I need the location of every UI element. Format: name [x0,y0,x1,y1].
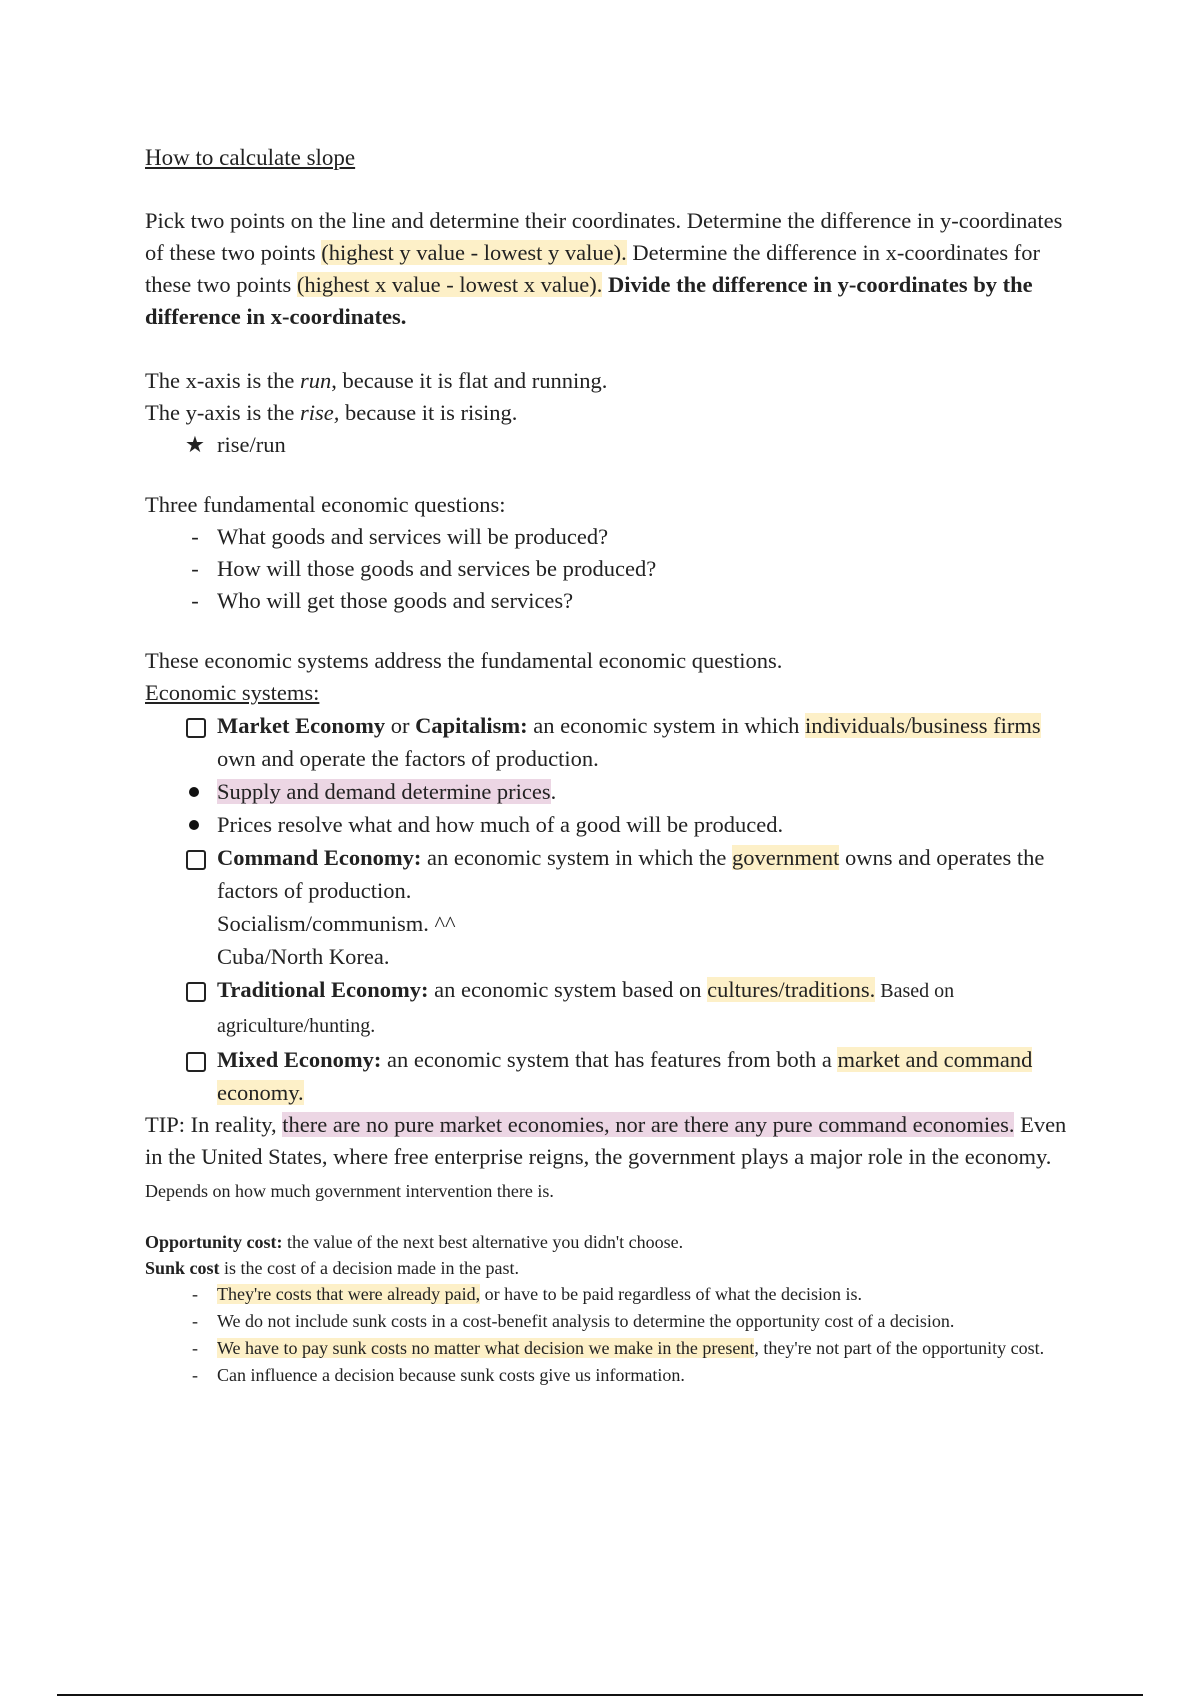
command-term: Command Economy: [217,845,422,870]
supply-demand-highlight: Supply and demand determine prices [217,779,551,804]
bullet-icon [189,787,199,797]
list-item [145,1335,1075,1362]
rise-em: rise, [299,400,340,425]
tip-text-b: Even in the United States, where free enterprise reigns, the government plays a major role in the economy. [145,1112,1067,1169]
question-text: How will those goods and services be produced? [217,556,657,581]
list-item [145,553,1075,585]
mixed-def: an economic system that has features from both a [381,1047,838,1072]
sunk-text-1: or have to be paid regardless of what the decision is. [480,1284,863,1304]
dash-icon: - [192,1284,198,1304]
command-highlight: government [731,845,840,870]
sunk-cost-list [145,1281,1075,1389]
slope-text-1: Pick two points on the line and determine their coordinates. Determine the difference in y-coordinates of these two points [145,208,1063,265]
checkbox-icon[interactable] [186,718,206,738]
prices-text: Prices resolve what and how much of a good will be produced. [217,812,784,837]
capitalism-term: Capitalism: [415,713,528,738]
tip-paragraph [145,1109,1075,1207]
market-def-end: own and operate the factors of production. [217,746,599,771]
market-or: or [385,713,416,738]
slope-text-2: Determine the difference in x-coordinates for these two points [145,240,1040,297]
mixed-term: Mixed Economy: [217,1047,382,1072]
list-item [145,775,1075,808]
dash-icon: - [192,1365,198,1385]
traditional-def: an economic system based on [428,977,708,1002]
sunk-highlight-3: We have to pay sunk costs no matter what decision we make in the present [217,1338,755,1358]
dash-icon: - [191,524,199,549]
list-item [145,808,1075,841]
sunk-def: is the cost of a decision made in the past. [219,1258,519,1278]
tip-highlight: there are no pure market economies, nor are there any pure command economies. [282,1112,1015,1137]
sunk-text-3: , they're not part of the opportunity cost. [754,1338,1045,1358]
dash-icon: - [191,588,199,613]
sunk-text-4: Can influence a decision because sunk costs give us information. [217,1365,685,1385]
command-def-end: owns and operates the factors of production. [217,845,1045,903]
rise-line [145,397,1075,429]
rise-text-b: because it is rising. [339,400,518,425]
tip-text-a: TIP: In reality, [145,1112,283,1137]
run-text-b: , because it is flat and running. [331,368,608,393]
slope-highlight-x: (highest x value - lowest x value). [296,272,603,297]
run-em: run [299,368,332,393]
sunk-term: Sunk cost [145,1258,220,1278]
checkbox-icon[interactable] [186,1052,206,1072]
bottom-divider [57,1694,1143,1696]
list-item-market [145,709,1075,775]
traditional-term: Traditional Economy: [217,977,429,1002]
slope-bold-rule: Divide the difference in y-coordinates by the difference in x-coordinates. [145,272,1033,329]
sunk-text-2: We do not include sunk costs in a cost-benefit analysis to determine the opportunity cost of a decision. [217,1311,955,1331]
tip-small: Depends on how much government intervention there is. [145,1181,554,1201]
sunk-cost-line [145,1255,1075,1281]
systems-heading: Economic systems: [145,680,320,705]
star-item-text: rise/run [217,432,286,457]
star-icon: ★ [184,432,206,457]
list-item [145,1308,1075,1335]
question-text: What goods and services will be produced? [217,524,609,549]
checkbox-icon[interactable] [186,982,206,1002]
systems-intro: These economic systems address the fundamental economic questions. [145,648,783,673]
list-item [145,585,1075,617]
questions-heading: Three fundamental economic questions: [145,492,506,517]
command-def: an economic system in which the [421,845,732,870]
question-text: Who will get those goods and services? [217,588,574,613]
slope-paragraph [145,205,1075,333]
period: . [550,779,557,804]
list-item-command [145,841,1075,973]
list-item-traditional [145,973,1075,1043]
traditional-highlight: cultures/traditions. [707,977,876,1002]
document-page [145,145,1075,1389]
dash-icon: - [191,556,199,581]
list-item [145,521,1075,553]
rise-text-a: The y-axis is the [145,400,300,425]
market-def: an economic system in which [527,713,806,738]
list-item [145,1362,1075,1389]
questions-list [145,521,1075,617]
systems-list [145,709,1075,1109]
opportunity-cost-line [145,1229,1075,1255]
list-item [145,429,1075,461]
star-list [145,429,1075,461]
dash-icon: - [192,1338,198,1358]
run-line [145,365,1075,397]
command-line-3: Cuba/North Korea. [217,944,390,969]
bullet-icon [189,820,199,830]
mixed-highlight: market and command economy. [217,1047,1033,1105]
dash-icon: - [192,1311,198,1331]
opportunity-def: the value of the next best alternative you didn't choose. [282,1232,684,1252]
sunk-highlight-1: They're costs that were already paid, [217,1284,481,1304]
market-term: Market Economy [217,713,386,738]
checkbox-icon[interactable] [186,850,206,870]
list-item-mixed [145,1043,1075,1109]
slope-title: How to calculate slope [145,145,356,170]
opportunity-term: Opportunity cost: [145,1232,283,1252]
slope-highlight-y: (highest y value - lowest y value). [321,240,627,265]
command-line-2: Socialism/communism. ^^ [217,911,456,936]
market-highlight: individuals/business firms [805,713,1041,738]
traditional-def-end: Based on agriculture/hunting. [217,980,955,1037]
run-text-a: The x-axis is the [145,368,300,393]
list-item [145,1281,1075,1308]
